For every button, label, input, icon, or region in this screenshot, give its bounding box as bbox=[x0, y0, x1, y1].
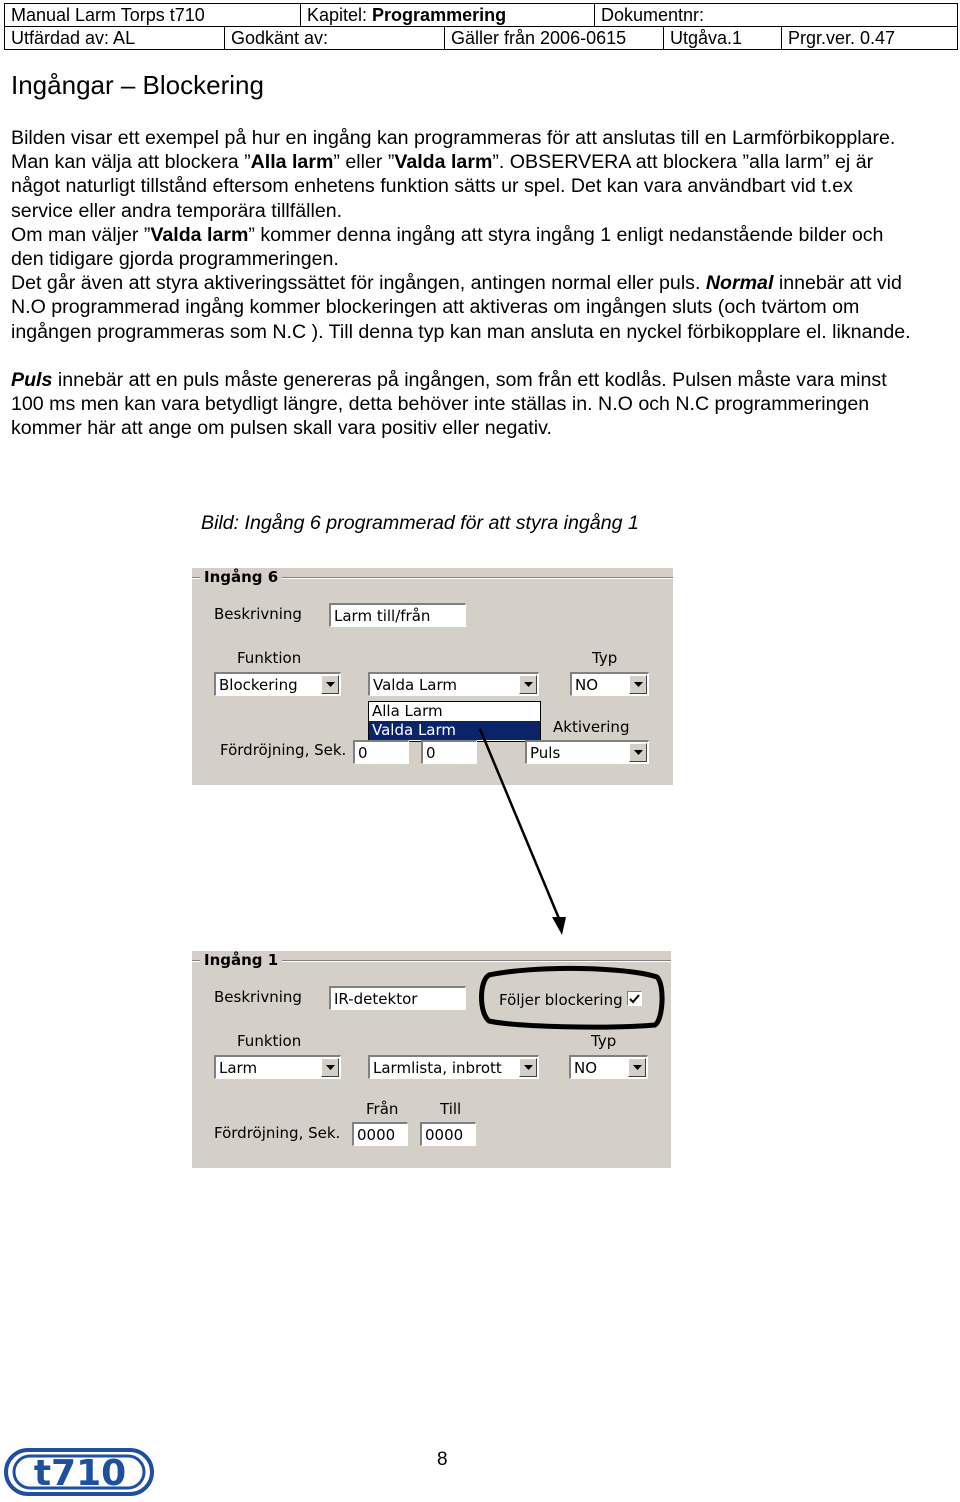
delay-to-input[interactable]: 0 bbox=[421, 740, 477, 764]
beskrivning-input[interactable]: IR-detektor bbox=[329, 986, 466, 1010]
till-label: Till bbox=[440, 1100, 462, 1118]
p3-bold-normal: Normal bbox=[705, 272, 774, 295]
panel2-title: Ingång 1 bbox=[200, 951, 282, 969]
funktion-select-value: Larm bbox=[219, 1059, 258, 1077]
utgava-cell: Utgåva.1 bbox=[664, 27, 782, 50]
typ-select[interactable] bbox=[569, 1055, 648, 1079]
chevron-down-icon[interactable] bbox=[629, 743, 647, 762]
funktion-select[interactable] bbox=[214, 1055, 341, 1079]
t710-logo bbox=[4, 1444, 156, 1500]
p2-bold: Valda larm bbox=[150, 223, 249, 246]
logo-text: t710 bbox=[33, 1453, 127, 1494]
highlight-circle-icon bbox=[477, 965, 667, 1033]
kapitel-value: Programmering bbox=[372, 4, 507, 25]
paragraph-2 bbox=[11, 223, 911, 271]
fran-label: Från bbox=[366, 1100, 399, 1118]
utfardad-cell: Utfärdad av: AL bbox=[5, 27, 225, 50]
till-input[interactable]: 0000 bbox=[420, 1122, 476, 1146]
typ-label: Typ bbox=[592, 649, 618, 667]
paragraph-4 bbox=[11, 368, 911, 441]
chevron-down-icon[interactable] bbox=[321, 1058, 339, 1077]
paragraph-1 bbox=[11, 126, 911, 223]
p2-text-a: Om man väljer ” bbox=[11, 223, 151, 246]
typ-label: Typ bbox=[591, 1032, 617, 1050]
p2-text-c: ” kommer denna ingång att styra ingång 1 enligt nedanstående bilder och den tidigare gjorda programmeringen. bbox=[11, 223, 884, 271]
page-number: 8 bbox=[437, 1449, 448, 1470]
galler-cell: Gäller från 2006-0615 bbox=[445, 27, 664, 50]
chevron-down-icon[interactable] bbox=[321, 675, 339, 694]
p4-bold-puls: Puls bbox=[11, 368, 53, 391]
fran-input[interactable]: 0000 bbox=[352, 1122, 408, 1146]
connector-arrow-icon bbox=[470, 725, 580, 940]
dropdown-option-alla-larm[interactable]: Alla Larm bbox=[372, 702, 443, 720]
chevron-down-icon[interactable] bbox=[519, 1058, 537, 1077]
dokumentnr-cell: Dokumentnr: bbox=[595, 4, 958, 27]
foljer-blockering-label: Följer blockering bbox=[499, 991, 623, 1009]
funktion-label: Funktion bbox=[237, 649, 302, 667]
chevron-down-icon[interactable] bbox=[519, 675, 537, 694]
beskrivning-input[interactable]: Larm till/från bbox=[329, 603, 466, 627]
chevron-down-icon[interactable] bbox=[628, 1058, 646, 1077]
funktion-select[interactable] bbox=[214, 672, 341, 696]
p3-text-c: innebär att vid N.O programmerad ingång kommer blockeringen att aktiveras om ingången sluts (och tvärtom om ingången programmeras som N.C ). Till denna typ kan man ansluta en nyckel förbikopplare el. liknande. bbox=[11, 272, 911, 343]
kapitel-cell bbox=[301, 4, 595, 27]
fordrojning-label: Fördröjning, Sek. bbox=[214, 1124, 341, 1142]
figure-caption: Bild: Ingång 6 programmerad för att styra ingång 1 bbox=[201, 512, 639, 534]
aktivering-select-value: Puls bbox=[530, 744, 561, 762]
p1-text-c: ” eller ” bbox=[333, 151, 395, 174]
beskrivning-label: Beskrivning bbox=[214, 605, 302, 623]
p3-text-a: Det går även att styra aktiveringssättet för ingången, antingen normal eller puls. bbox=[11, 272, 706, 295]
p1-bold-alla: Alla larm bbox=[250, 151, 334, 174]
funktion-select-value: Blockering bbox=[219, 676, 298, 694]
fordrojning-label: Fördröjning, Sek. bbox=[220, 741, 347, 759]
prgr-cell: Prgr.ver. 0.47 bbox=[782, 27, 958, 50]
body-text bbox=[11, 126, 911, 440]
beskrivning-label: Beskrivning bbox=[214, 988, 302, 1006]
p4-text-b: innebär att en puls måste genereras på ingången, som från ett kodlås. Pulsen måste vara minst 100 ms men kan vara betydligt längre, detta behöver inte ställas in. N.O och N.C programmeringen kommer här att ange om pulsen skall vara positiv eller negativ. bbox=[11, 368, 887, 440]
kapitel-label: Kapitel: bbox=[307, 4, 373, 25]
godkant-cell: Godkänt av: bbox=[225, 27, 445, 50]
valda-larm-select[interactable] bbox=[368, 672, 539, 696]
larmlista-select-value: Larmlista, inbrott bbox=[373, 1059, 502, 1077]
paragraph-3 bbox=[11, 271, 911, 344]
p1-bold-valda: Valda larm bbox=[394, 151, 493, 174]
larmlista-select[interactable] bbox=[368, 1055, 539, 1079]
manual-cell: Manual Larm Torps t710 bbox=[5, 4, 301, 27]
aktivering-label: Aktivering bbox=[553, 718, 630, 736]
document-header-table bbox=[4, 3, 958, 27]
valda-larm-select-value: Valda Larm bbox=[373, 676, 458, 694]
p1-text-d: ”. OBSERVERA att blockera ”alla larm” ej är något naturligt tillstånd eftersom enhetens funktion sätts ur spel. Det kan vara användbart vid t.ex service eller andra temporära tillfällen. bbox=[11, 151, 874, 222]
typ-select[interactable] bbox=[570, 672, 649, 696]
panel-ingang-1 bbox=[192, 951, 671, 1168]
page-heading: Ingångar – Blockering bbox=[11, 70, 264, 100]
typ-select-value: NO bbox=[574, 1059, 598, 1077]
dropdown-option-valda-larm[interactable]: Valda Larm bbox=[369, 721, 540, 740]
delay-from-input[interactable]: 0 bbox=[353, 740, 409, 764]
funktion-label: Funktion bbox=[237, 1032, 302, 1050]
typ-select-value: NO bbox=[575, 676, 599, 694]
panel-ingang-6 bbox=[192, 568, 673, 785]
p1-text-a: Bilden visar ett exempel på hur en ingång kan programmeras för att anslutas till en Larmförbikopplare. Man kan välja att blockera ” bbox=[11, 127, 896, 174]
document-header-row2 bbox=[4, 26, 958, 50]
chevron-down-icon[interactable] bbox=[629, 675, 647, 694]
panel1-title: Ingång 6 bbox=[200, 568, 282, 586]
